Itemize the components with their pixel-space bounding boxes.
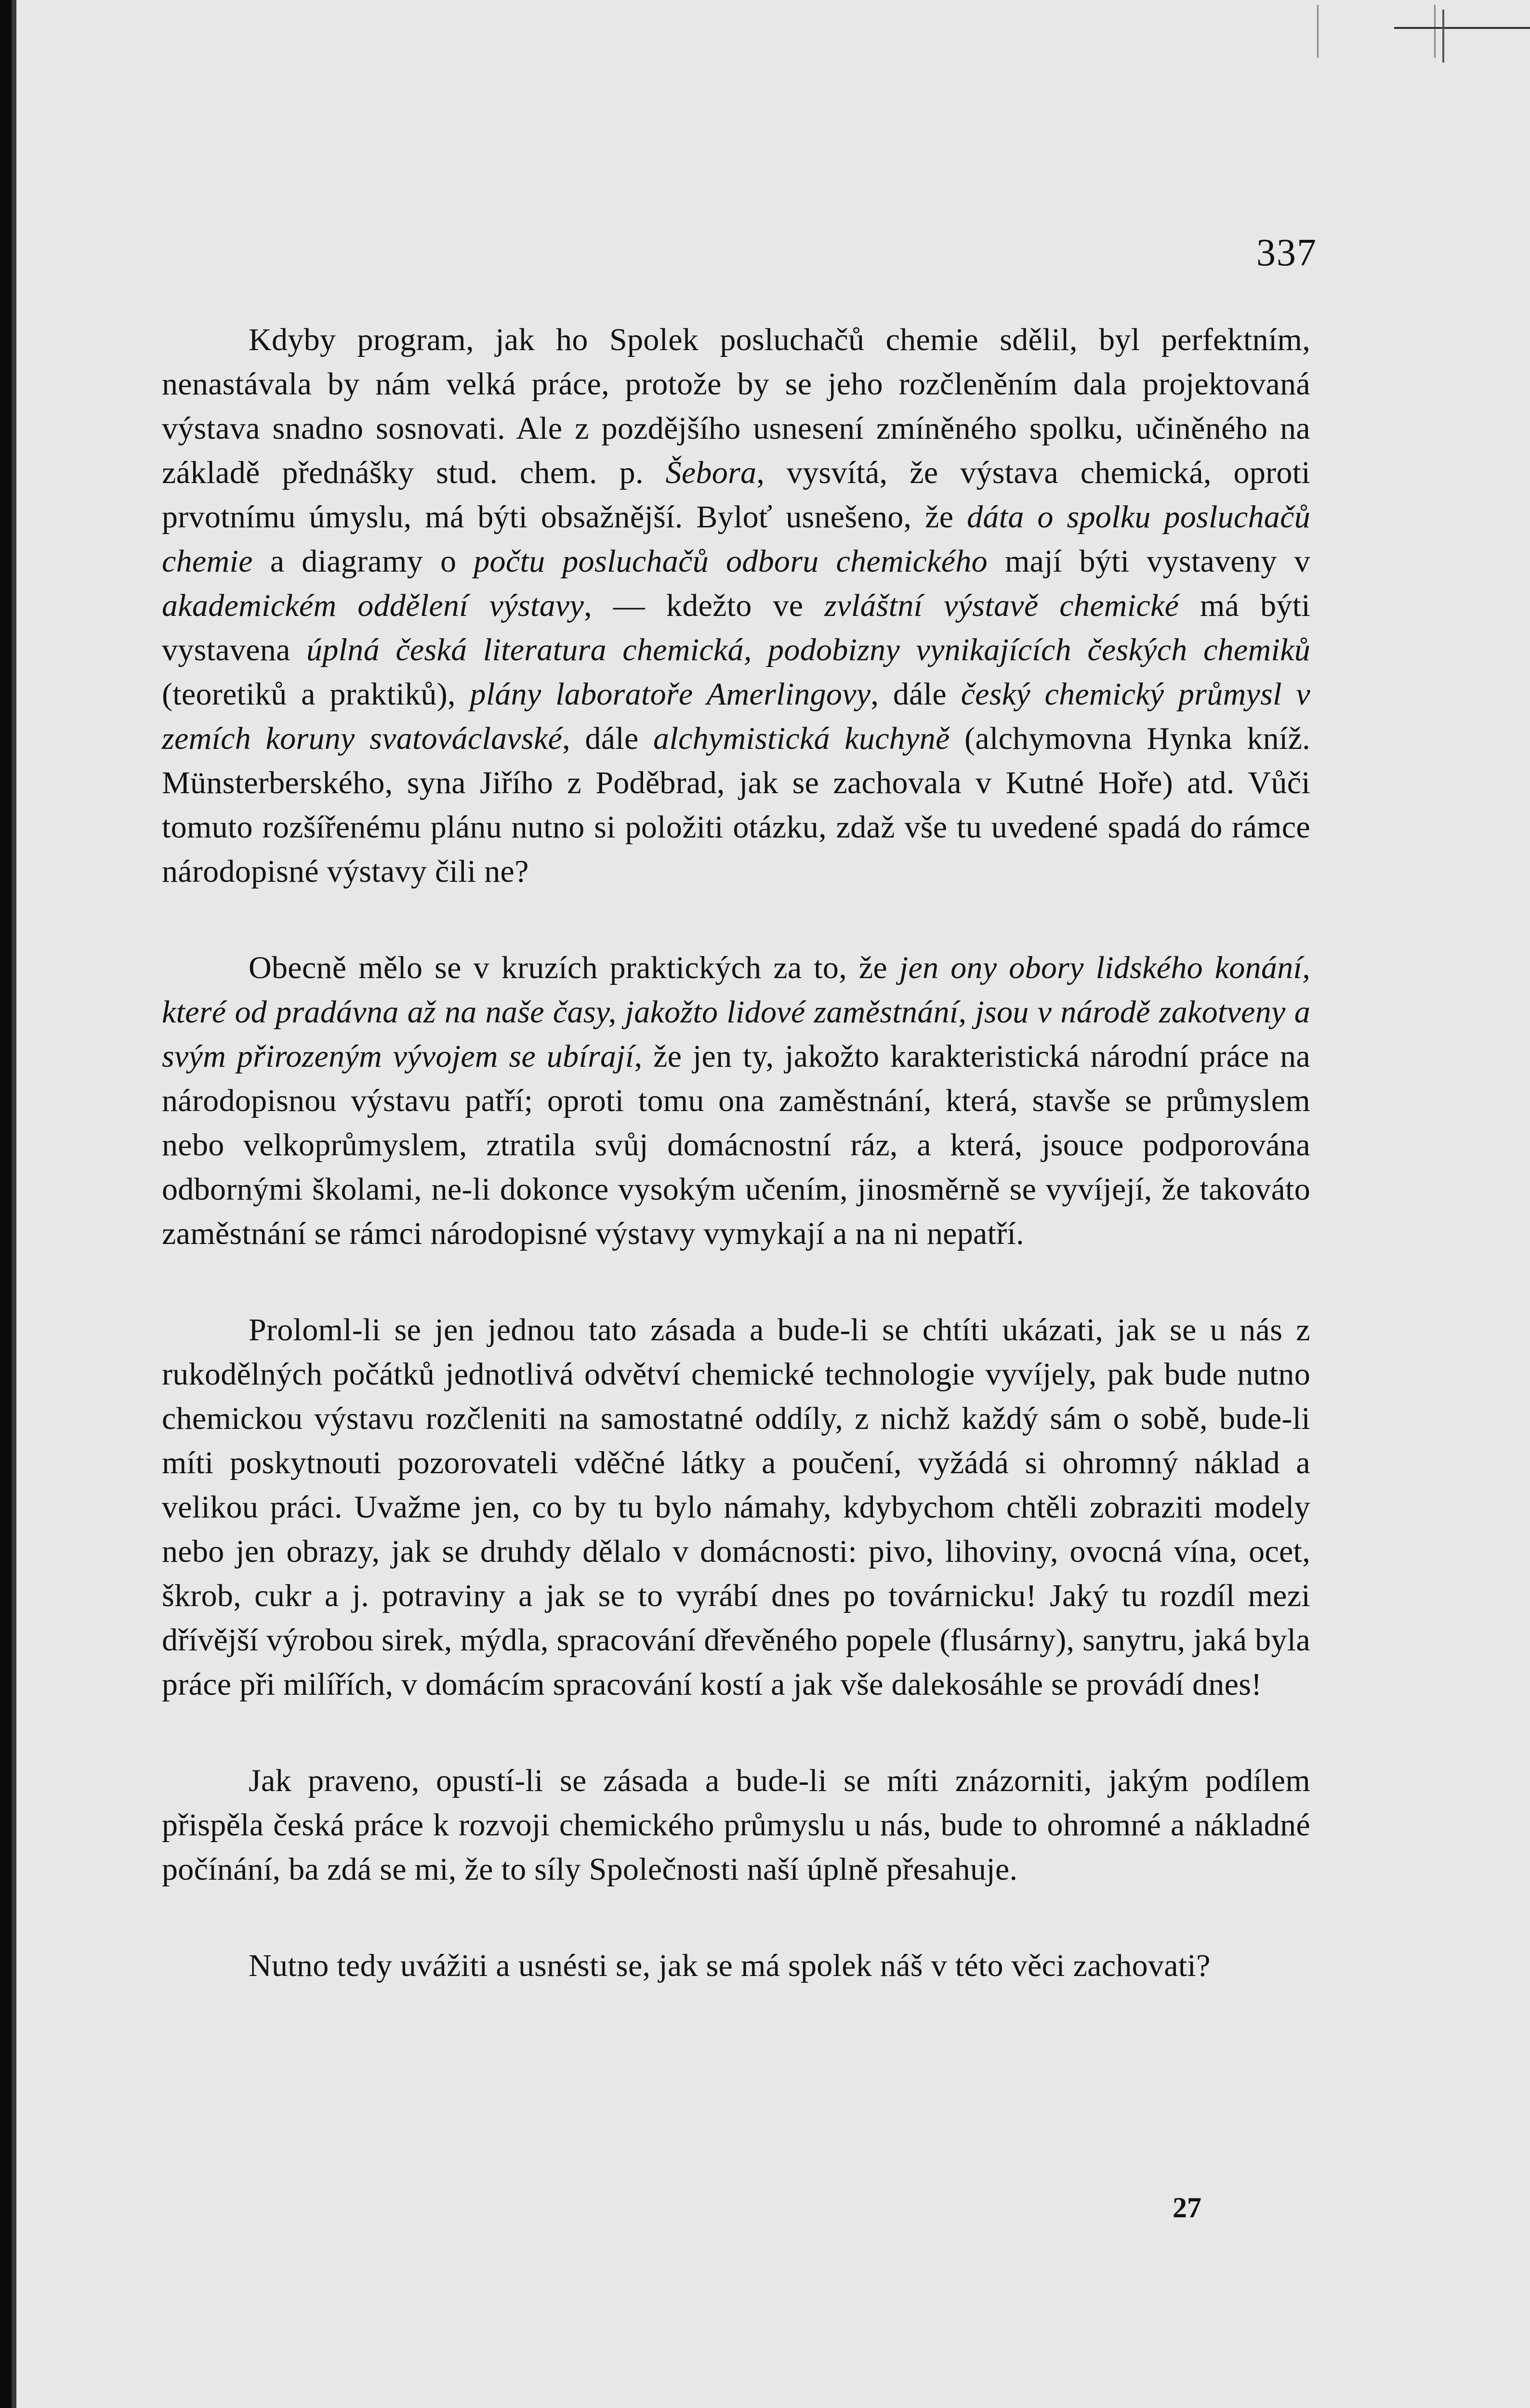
text-run: (teoretiků a praktiků),	[162, 677, 470, 712]
italic-run: plány laboratoře Amerlingovy	[470, 677, 871, 712]
text-run: , dále	[871, 677, 961, 712]
italic-run: Šebora	[665, 455, 757, 490]
text-run: Nutno tedy uvážiti a usnésti se, jak se má spolek náš v této věci zachovati?	[249, 1948, 1211, 1983]
italic-run: dáta o spolku posluchačů chemie	[162, 499, 1311, 579]
paragraph-1	[162, 318, 1310, 894]
scan-corner-mark	[1317, 5, 1436, 58]
scan-corner-line	[1394, 27, 1530, 29]
page-number: 337	[1256, 232, 1317, 274]
text-run: Jak praveno, opustí-li se zásada a bude-li se míti znázorniti, jakým podílem přispěla česká práce k rozvoji chemického průmyslu u nás, bude to ohromné a nákladné počínání, ba zdá se mi, že to síly Společnosti naší úplně přesahuje.	[162, 1763, 1310, 1887]
text-run: , že jen ty, jakožto karakteristická národní práce na národopisnou výstavu patří; oproti tomu ona zaměstnání, která, stavše se průmyslem nebo velkoprůmyslem, ztratila svůj domácnostní ráz, a která, jsouce podporována odbornými školami, ne-li dokonce vysokým učením, jinosměrně se vyvíjejí, že takováto zaměstnání se rámci národopisné výstavy vymykají a na ni nepatří.	[162, 1039, 1310, 1251]
text-run: Proloml-li se jen jednou tato zásada a bude-li se chtíti ukázati, jak se u nás z rukodělných počátků jednotlivá odvětví chemické technologie vyvíjely, pak bude nutno chemickou výstavu rozčleniti na samostatné oddíly, z nichž každý sám o sobě, bude-li míti poskytnouti pozorovateli vděčné látky a poučení, vyžádá si ohromný náklad a velikou práci. Uvažme jen, co by tu bylo námahy, kdybychom chtěli zobraziti modely nebo jen obrazy, jak se druhdy dělalo v domácnosti: pivo, lihoviny, ovocná vína, ocet, škrob, cukr a j. potraviny a jak se to vyrábí dnes po továrnicku! Jaký tu rozdíl mezi dřívější výrobou sirek, mýdla, spracování dřevěného popele (flusárny), sanytru, jaká byla práce při milířích, v domácím spracování kostí a jak vše dalekosáhle se provádí dnes!	[162, 1312, 1310, 1702]
paragraph-4	[162, 1759, 1310, 1892]
italic-run: zvláštní výstavě chemické	[824, 588, 1179, 623]
scan-left-edge	[0, 0, 12, 2408]
italic-run: úplná česká literatura chemická, podobizny vynikajících českých chemiků	[306, 632, 1311, 667]
text-run: (alchymovna Hynka kníž. Münsterberského, syna Jiřího z Poděbrad, jak se zachovala v Kutné Hoře) atd. Vůči tomuto rozšířenému plánu nutno si položiti otázku, zdaž vše tu uvedené spadá do rámce národopisné výstavy čili ne?	[162, 721, 1310, 889]
text-run: má býti vystavena	[162, 588, 1310, 667]
book-page	[16, 0, 1530, 2408]
text-run: a diagramy o	[252, 544, 474, 579]
body-text	[162, 318, 1310, 1988]
text-run: , dále	[562, 721, 654, 756]
italic-run: alchymistická kuchyně	[653, 721, 950, 756]
italic-run: akademickém oddělení výstavy	[162, 588, 584, 623]
italic-run: počtu posluchačů odboru chemického	[474, 544, 988, 579]
italic-run: český chemický průmysl v zemích koruny svatováclavské	[162, 677, 1310, 756]
text-run: mají býti vystaveny v	[987, 544, 1310, 579]
text-run: , vysvítá, že výstava chemická, oproti prvotnímu úmyslu, má býti obsažnější. Byloť usnešeno, že	[162, 455, 1310, 535]
signature-number: 27	[1173, 2192, 1201, 2224]
scan-left-shadow	[12, 0, 16, 2408]
text-run: Obecně mělo se v kruzích praktických za to, že	[249, 950, 899, 985]
paragraph-5	[162, 1944, 1310, 1988]
text-run: , — kdežto ve	[584, 588, 825, 623]
scan-corner-tick	[1442, 10, 1444, 63]
paragraph-2	[162, 946, 1310, 1256]
italic-run: jen ony obory lidského konání, které od pradávna až na naše časy, jakožto lidové zaměstnání, jsou v národě zakotveny a svým přirozeným vývojem se ubírají	[162, 950, 1310, 1074]
text-run: Kdyby program, jak ho Spolek posluchačů chemie sdělil, byl perfektním, nenastávala by nám velká práce, protože by se jeho rozčleněním dala projektovaná výstava snadno sosnovati. Ale z pozdějšího usnesení zmíněného spolku, učiněného na základě přednášky stud. chem. p.	[162, 322, 1310, 490]
paragraph-3	[162, 1308, 1310, 1707]
